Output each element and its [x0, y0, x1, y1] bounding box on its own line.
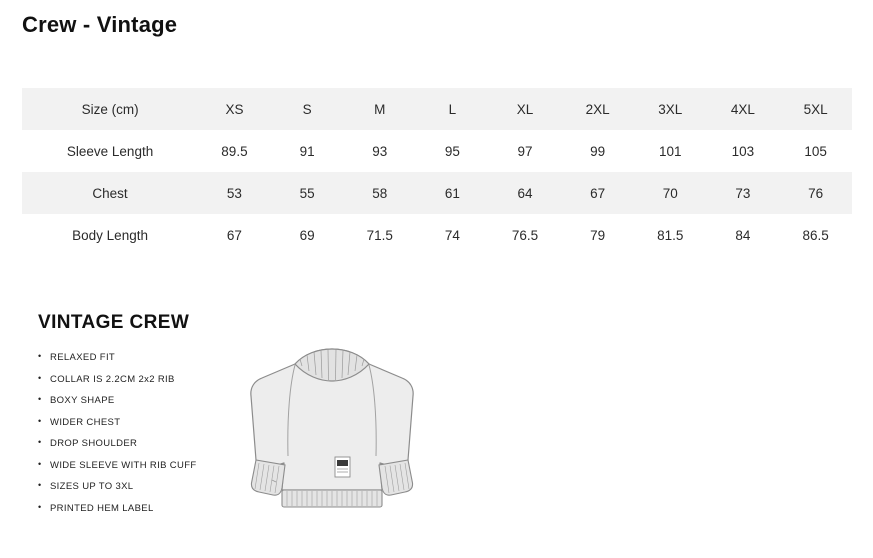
table-row — [22, 172, 852, 214]
row-label: Sleeve Length — [66, 143, 154, 159]
table-cell: 67 — [226, 227, 242, 243]
table-header-cell: M — [374, 101, 386, 117]
list-item: • COLLAR IS 2.2CM 2x2 RIB — [38, 374, 258, 385]
table-cell: 84 — [735, 227, 751, 243]
table-header-cell: 3XL — [658, 101, 683, 117]
table-cell: 69 — [299, 227, 315, 243]
table-row — [22, 214, 852, 256]
page-title: Crew - Vintage — [22, 12, 178, 37]
spec-title: VINTAGE CREW — [38, 312, 190, 333]
printed-hem-label — [335, 457, 350, 477]
list-item: • WIDER CHEST — [38, 417, 258, 428]
spec-feature-list — [38, 352, 258, 514]
table-cell: 79 — [590, 227, 606, 243]
size-chart-table — [22, 88, 852, 256]
list-item: • SIZES UP TO 3XL — [38, 481, 258, 492]
table-cell: 76 — [808, 185, 824, 201]
table-header-cell: 2XL — [585, 101, 610, 117]
table-cell: 55 — [299, 185, 315, 201]
table-cell: 91 — [299, 143, 315, 159]
table-cell: 99 — [590, 143, 606, 159]
table-cell: 95 — [444, 143, 460, 159]
product-spec-block — [38, 312, 258, 524]
table-header-cell: 5XL — [803, 101, 828, 117]
table-cell: 89.5 — [221, 143, 248, 159]
list-item: • DROP SHOULDER — [38, 438, 258, 449]
row-label: Chest — [92, 185, 128, 201]
table-cell: 58 — [372, 185, 388, 201]
list-item: • WIDE SLEEVE WITH RIB CUFF — [38, 460, 258, 471]
table-cell: 105 — [804, 143, 827, 159]
table-cell: 97 — [517, 143, 533, 159]
table-cell: 64 — [517, 185, 533, 201]
table-cell: 71.5 — [366, 227, 393, 243]
table-cell: 86.5 — [802, 227, 829, 243]
row-label: Body Length — [72, 227, 148, 243]
table-header-cell: XS — [225, 101, 244, 117]
table-cell: 103 — [731, 143, 755, 159]
table-cell: 74 — [444, 227, 460, 243]
table-header-cell: XL — [516, 101, 534, 117]
table-header-cell: Size (cm) — [81, 101, 139, 117]
table-header-cell: L — [448, 101, 457, 117]
table-cell: 73 — [735, 185, 751, 201]
vintage-crew-sweatshirt-illustration — [232, 332, 432, 537]
table-cell: 76.5 — [511, 227, 539, 243]
table-cell: 61 — [444, 185, 460, 201]
table-cell: 81.5 — [657, 227, 684, 243]
table-cell: 101 — [659, 143, 682, 159]
table-cell: 70 — [662, 185, 678, 201]
table-row — [22, 130, 852, 172]
table-header-cell: 4XL — [730, 101, 755, 117]
table-header-cell: S — [302, 101, 312, 117]
table-header-row — [22, 88, 852, 130]
list-item: • RELAXED FIT — [38, 352, 258, 363]
table-cell: 67 — [590, 185, 606, 201]
list-item: • BOXY SHAPE — [38, 395, 258, 406]
list-item: • PRINTED HEM LABEL — [38, 503, 258, 514]
table-cell: 53 — [226, 185, 242, 201]
table-cell: 93 — [372, 143, 388, 159]
